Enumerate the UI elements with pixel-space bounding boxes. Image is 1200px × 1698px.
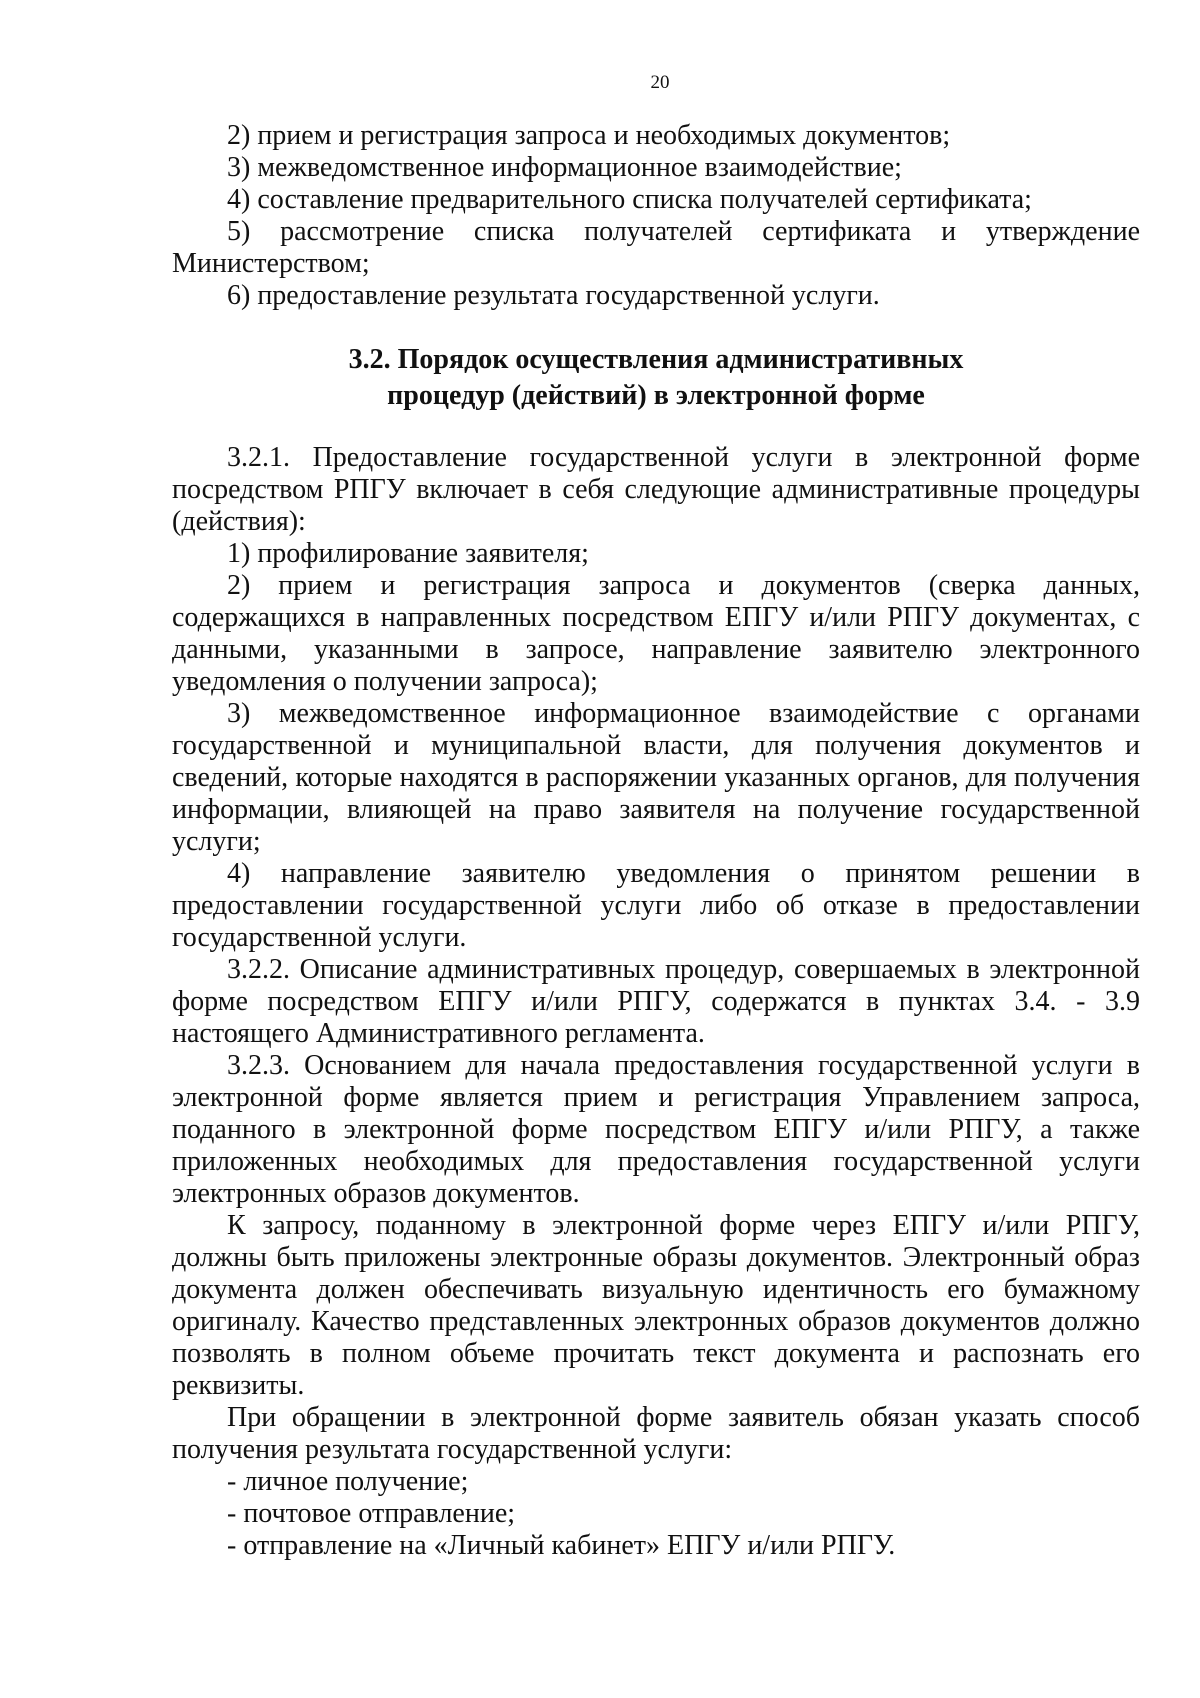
page-number: 20 <box>650 72 670 93</box>
list-item: - почтовое отправление; <box>227 1498 516 1529</box>
list-item: 1) профилирование заявителя; <box>227 538 589 569</box>
list-item: 3) межведомственное информационное взаимодействие с органами государственной и муниципальной власти, для получения документов и сведений, которые находятся в распоряжении указанных органов, для получения информации, влияющей на право заявителя на получение государственной услуги; <box>172 698 1140 857</box>
list-item: - отправление на «Личный кабинет» ЕПГУ и/или РПГУ. <box>227 1530 896 1561</box>
list-item: 4) составление предварительного списка получателей сертификата; <box>227 184 1032 215</box>
list-item: 2) прием и регистрация запроса и документов (сверка данных, содержащихся в направленных посредством ЕПГУ и/или РПГУ документах, с данными, указанными в запросе, направление заявителю электронного уведомления о получении запроса); <box>172 570 1140 697</box>
paragraph: 3.2.3. Основанием для начала предоставления государственной услуги в электронной форме является прием и регистрация Управлением запроса, поданного в электронной форме посредством ЕПГУ и/или РПГУ, а также приложенных необходимых для предоставления государственной услуги электронных образов документов. <box>172 1050 1140 1209</box>
section-heading <box>172 342 1140 414</box>
list-item: 4) направление заявителю уведомления о принятом решении в предоставлении государственной услуги либо об отказе в предоставлении государственной услуги. <box>172 858 1140 953</box>
list-item: 6) предоставление результата государственной услуги. <box>227 280 880 311</box>
list-item: - личное получение; <box>227 1466 469 1497</box>
section-heading-line: процедур (действий) в электронной форме <box>387 380 925 411</box>
list-item: 2) прием и регистрация запроса и необходимых документов; <box>227 120 951 151</box>
paragraph: К запросу, поданному в электронной форме через ЕПГУ и/или РПГУ, должны быть приложены электронные образы документов. Электронный образ документа должен обеспечивать визуальную идентичность его бумажному оригиналу. Качество представленных электронных образов документов должно позволять в полном объеме прочитать текст документа и распознать его реквизиты. <box>172 1210 1140 1401</box>
section-heading-line: 3.2. Порядок осуществления административных <box>348 344 964 375</box>
document-body <box>172 120 1140 1562</box>
list-item: 3) межведомственное информационное взаимодействие; <box>227 152 902 183</box>
paragraph: 3.2.1. Предоставление государственной услуги в электронной форме посредством РПГУ включает в себя следующие административные процедуры (действия): <box>172 442 1140 537</box>
paragraph: 3.2.2. Описание административных процедур, совершаемых в электронной форме посредством ЕПГУ и/или РПГУ, содержатся в пунктах 3.4. - 3.9 настоящего Административного регламента. <box>172 954 1140 1049</box>
paragraph: При обращении в электронной форме заявитель обязан указать способ получения результата государственной услуги: <box>172 1402 1140 1465</box>
list-item: 5) рассмотрение списка получателей сертификата и утверждение Министерством; <box>172 216 1140 279</box>
